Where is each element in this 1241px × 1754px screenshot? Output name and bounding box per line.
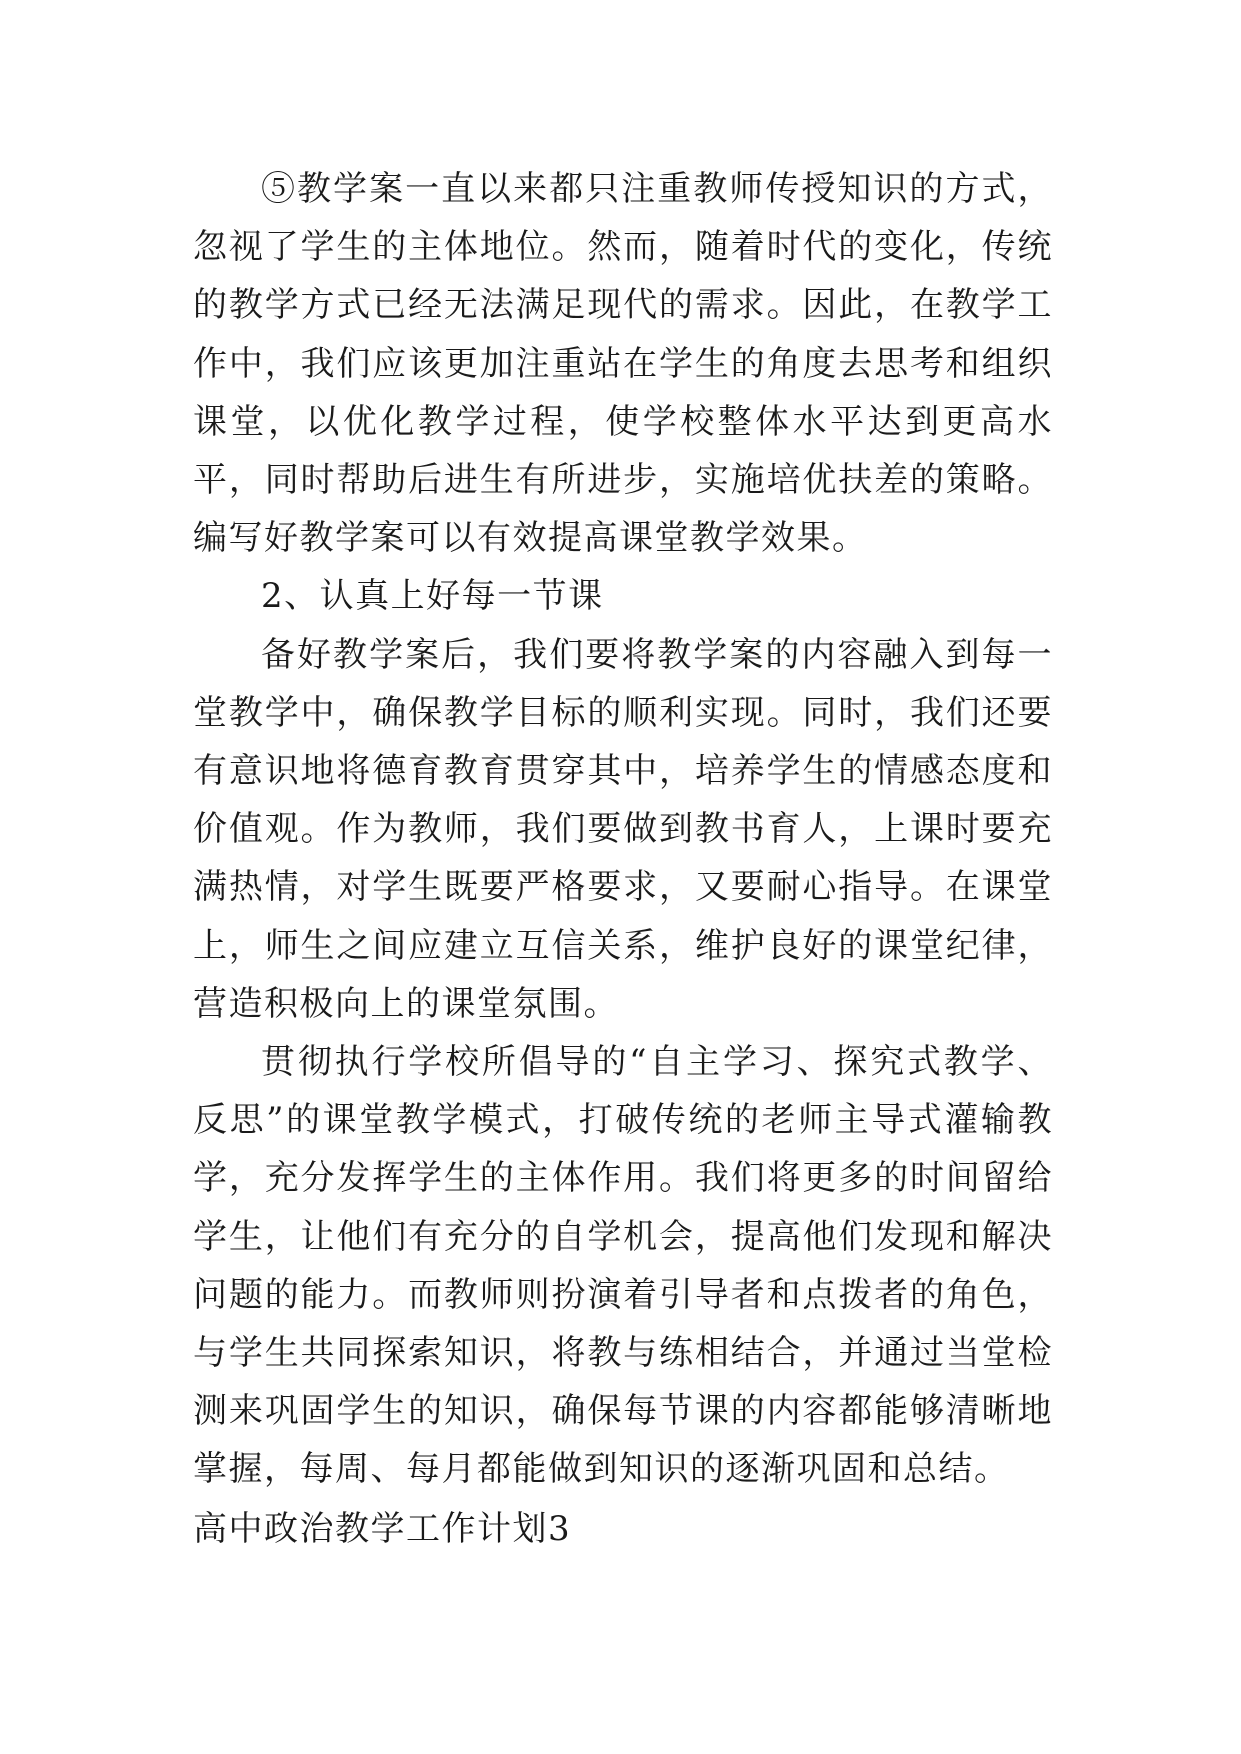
subheading-teach-each-lesson: 2、认真上好每一节课 bbox=[261, 576, 604, 617]
paragraph-integrate-lesson-plan: 备好教学案后，我们要将教学案的内容融入到每一堂教学中，确保教学目标的顺利实现。同时，我们还要有意识地将德育教育贯穿其中，培养学生的情感态度和价值观。作为教师，我们要做到教书育人，上课时要充满热情，对学生既要严格要求，又要耐心指导。在课堂上，师生之间应建立互信关系，维护良好的课堂纪律，营造积极向上的课堂氛围。 bbox=[193, 634, 1053, 1024]
document-body bbox=[193, 160, 1053, 1499]
paragraph-lesson-plan: ⑤教学案一直以来都只注重教师传授知识的方式，忽视了学生的主体地位。然而，随着时代的变化，传统的教学方式已经无法满足现代的需求。因此，在教学工作中，我们应该更加注重站在学生的角度去思考和组织课堂，以优化教学过程，使学校整体水平达到更高水平，同时帮助后进生有所进步，实施培优扶差的策略。编写好教学案可以有效提高课堂教学效果。 bbox=[193, 169, 1053, 559]
paragraph-teaching-model: 贯彻执行学校所倡导的“自主学习、探究式教学、反思”的课堂教学模式，打破传统的老师主导式灌输教学，充分发挥学生的主体作用。我们将更多的时间留给学生，让他们有充分的自学机会，提高他们发现和解决问题的能力。而教师则扮演着引导者和点拨者的角色，与学生共同探索知识，将教与练相结合，并通过当堂检测来巩固学生的知识，确保每节课的内容都能够清晰地掌握，每周、每月都能做到知识的逐渐巩固和总结。 bbox=[193, 1042, 1053, 1490]
section-title: 高中政治教学工作计划3 bbox=[193, 1509, 572, 1549]
